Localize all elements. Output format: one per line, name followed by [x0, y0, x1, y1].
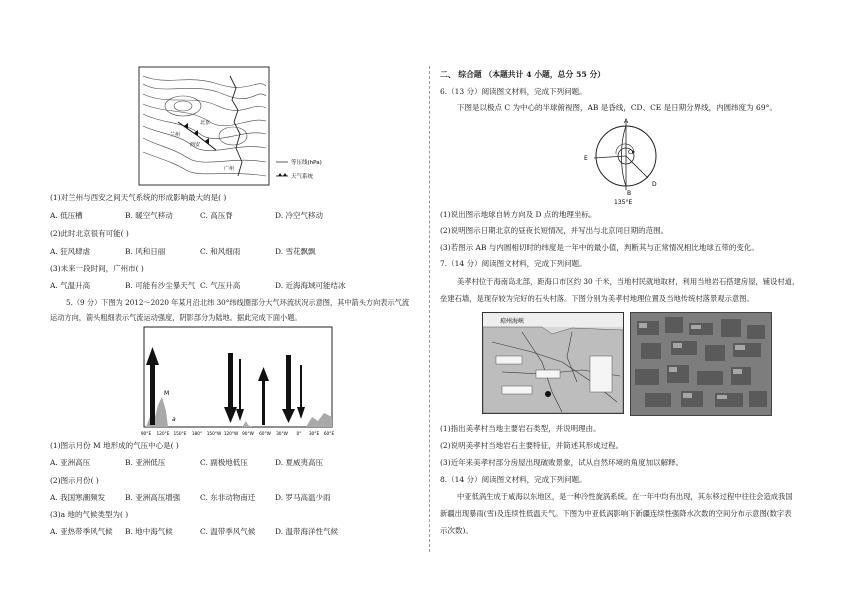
q6-sub2: (2)说明图示日期北京的昼夜长短情况，并写出与北京同日期的范围。 [440, 226, 669, 235]
tick-60W: 60°W [259, 432, 271, 437]
polar-diagram-svg [580, 114, 670, 208]
tick-30E: 30°E [308, 432, 320, 437]
q5-1-stem: (1)图示月份 M 地形成的气压中心是( ) [50, 441, 179, 450]
legend-isobar-label: 等压线(hPa) [291, 160, 322, 166]
q5-3-option-a[interactable]: A. 亚热带季风气候 [50, 527, 113, 536]
q7-intro-line2: 垒建石墙，是现存较为完好的石头村落。下图分别为美孝村地理位置及当地传统村落景观示意图。 [440, 294, 754, 303]
weather-map-svg [138, 66, 348, 186]
q7-sub2: (2)说明美孝村当地岩石主要特征，并简述其形成过程。 [440, 441, 624, 450]
tick-150E: 150°E [173, 432, 187, 437]
tick-120E: 120°E [156, 432, 170, 437]
label-xian: 西安 [190, 142, 201, 148]
q7-head: 7.（14 分）阅读图文材料，完成下列问题。 [440, 259, 587, 268]
q2-option-c[interactable]: C. 和风细雨 [200, 247, 241, 256]
q6-intro: 下图是以极点 C 为中心的半球俯视图，AB 是昏线，CD、CE 是日期分界线，内圆纬度为 69°。 [457, 103, 777, 112]
village-photo [630, 312, 772, 416]
q2-stem: (2)此时北京很有可能( ) [50, 229, 129, 238]
q5-2-option-a[interactable]: A. 我国寒潮频发 [50, 493, 106, 502]
q5-1-option-b[interactable]: B. 亚洲低压 [125, 458, 166, 467]
q5-1-option-a[interactable]: A. 亚洲高压 [50, 458, 91, 467]
q5-2-option-b[interactable]: B. 亚洲高压增强 [125, 493, 181, 502]
polar-diagram [580, 114, 670, 208]
location-map-svg [482, 312, 624, 414]
tick-90E: 90°E [140, 432, 152, 437]
tick-180: 180° [191, 432, 203, 437]
q3-option-c[interactable]: C. 气压升高 [200, 281, 241, 290]
circulation-chart [136, 325, 336, 440]
weather-map-figure [138, 66, 348, 186]
q8-intro-line3: 示次数)。 [440, 526, 473, 535]
map-legend [276, 158, 322, 180]
tick-150W: 150°W [206, 432, 222, 437]
q5-3-option-d[interactable]: D. 温带海洋性气候 [275, 527, 339, 536]
location-map [482, 312, 624, 414]
tick-0: 0° [296, 432, 302, 437]
q7-sub3: (3)近年来美孝村部分房屋出现破败景象，试从自然环境的角度加以解释。 [440, 458, 684, 467]
q1-option-b[interactable]: B. 暖空气移动 [125, 211, 173, 220]
q6-sub3: (3)若图示 AB 与内圆相切时的纬度是一年中的最小值，判断其与正常情况相比地球五带的变化。 [440, 243, 759, 252]
q3-option-a[interactable]: A. 气温升高 [50, 281, 91, 290]
label-beijing: 北京 [200, 120, 211, 126]
q5-3-option-c[interactable]: C. 温带季风气候 [200, 527, 256, 536]
q5-intro-line2: 运动方向，箭头粗细表示气流运动强度，阴影部分为陆地。据此完成下面小题。 [50, 313, 302, 322]
label-lanzhou: 兰州 [170, 132, 181, 138]
label-A: A [624, 118, 629, 125]
tick-120W: 120°W [223, 432, 239, 437]
q1-option-d[interactable]: D. 冷空气移动 [275, 211, 324, 220]
tick-60E: 60°E [323, 432, 335, 437]
label-135E: 135°E [614, 199, 633, 206]
label-B: B [627, 190, 632, 197]
q3-option-d[interactable]: D. 近海海域可能结冰 [275, 281, 346, 290]
q7-intro-line1: 美孝村位于海南岛北部，距海口市区约 30 千米，当地村民就地取材，利用当地岩石搭建房屋，铺设村道， [457, 277, 800, 286]
q5-1-option-d[interactable]: D. 夏威夷高压 [275, 458, 324, 467]
label-M: M [164, 390, 170, 397]
strait-label: 琼州海峡 [500, 318, 525, 325]
circulation-chart-svg [136, 325, 336, 440]
column-divider [429, 66, 430, 552]
legend-front-label: 天气系统 [291, 174, 314, 180]
q5-3-option-b[interactable]: B. 地中海气候 [125, 527, 173, 536]
q6-sub1: (1)说出图示地球自转方向及 D 点的地理坐标。 [440, 210, 597, 219]
label-C: C [628, 149, 633, 156]
x-axis-ticks [141, 431, 335, 437]
q3-stem: (3)未来一段时间，广州市( ) [50, 264, 144, 273]
tick-30W: 30°W [276, 432, 288, 437]
q5-2-option-c[interactable]: C. 东非动物南迁 [200, 493, 256, 502]
q1-stem: (1)对兰州与西安之间天气系统的形成影响最大的是( ) [50, 193, 227, 202]
village-photo-svg [631, 313, 771, 415]
q5-3-stem: (3)a 地的气候类型为( ) [50, 510, 129, 519]
tick-90W: 90°W [242, 432, 254, 437]
q2-option-b[interactable]: B. 风和日丽 [125, 247, 166, 256]
label-D: D [652, 181, 657, 188]
q2-option-a[interactable]: A. 狂风肆虐 [50, 247, 91, 256]
q8-intro-line2: 新疆出现暴雨(雪)及连续性低温天气。下图为中亚低涡影响下新疆连续性强降水次数的空间分布示意图(数字表 [440, 509, 792, 518]
q2-option-d[interactable]: D. 雪花飘飘 [275, 247, 316, 256]
q6-head: 6.（13 分）阅读图文材料，完成下列问题。 [440, 87, 587, 96]
q8-intro-line1: 中亚低涡生成于咸海以东地区，是一种冷性旋涡系统。在一年中均有出现，其东移过程中往往会造成我国 [457, 492, 793, 501]
q5-1-option-c[interactable]: C. 副极地低压 [200, 458, 248, 467]
label-guangzhou: 广州 [224, 166, 235, 172]
q7-sub1: (1)指出美孝村当地主要岩石类型，并说明理由。 [440, 424, 601, 433]
label-E: E [584, 155, 588, 162]
label-a: a [172, 416, 176, 423]
section-title: 二、 综合题 （本题共计 4 小题，总分 55 分） [440, 70, 606, 79]
q5-intro-line1: 5.（9 分）下图为 2012～2020 年某月沿北纬 30°纬线圈部分大气环流状况示意图，其中箭头方向表示气流 [66, 298, 410, 307]
q3-option-b[interactable]: B. 可能有沙尘暴天气 [125, 281, 196, 290]
q1-option-a[interactable]: A. 低压槽 [50, 211, 83, 220]
q8-head: 8.（14 分）阅读图文材料，完成下列问题。 [440, 475, 587, 484]
q1-option-c[interactable]: C. 高压脊 [200, 211, 233, 220]
q5-2-stem: (2)图示月份( ) [50, 476, 99, 485]
q5-2-option-d[interactable]: D. 罗马高温少雨 [275, 493, 331, 502]
